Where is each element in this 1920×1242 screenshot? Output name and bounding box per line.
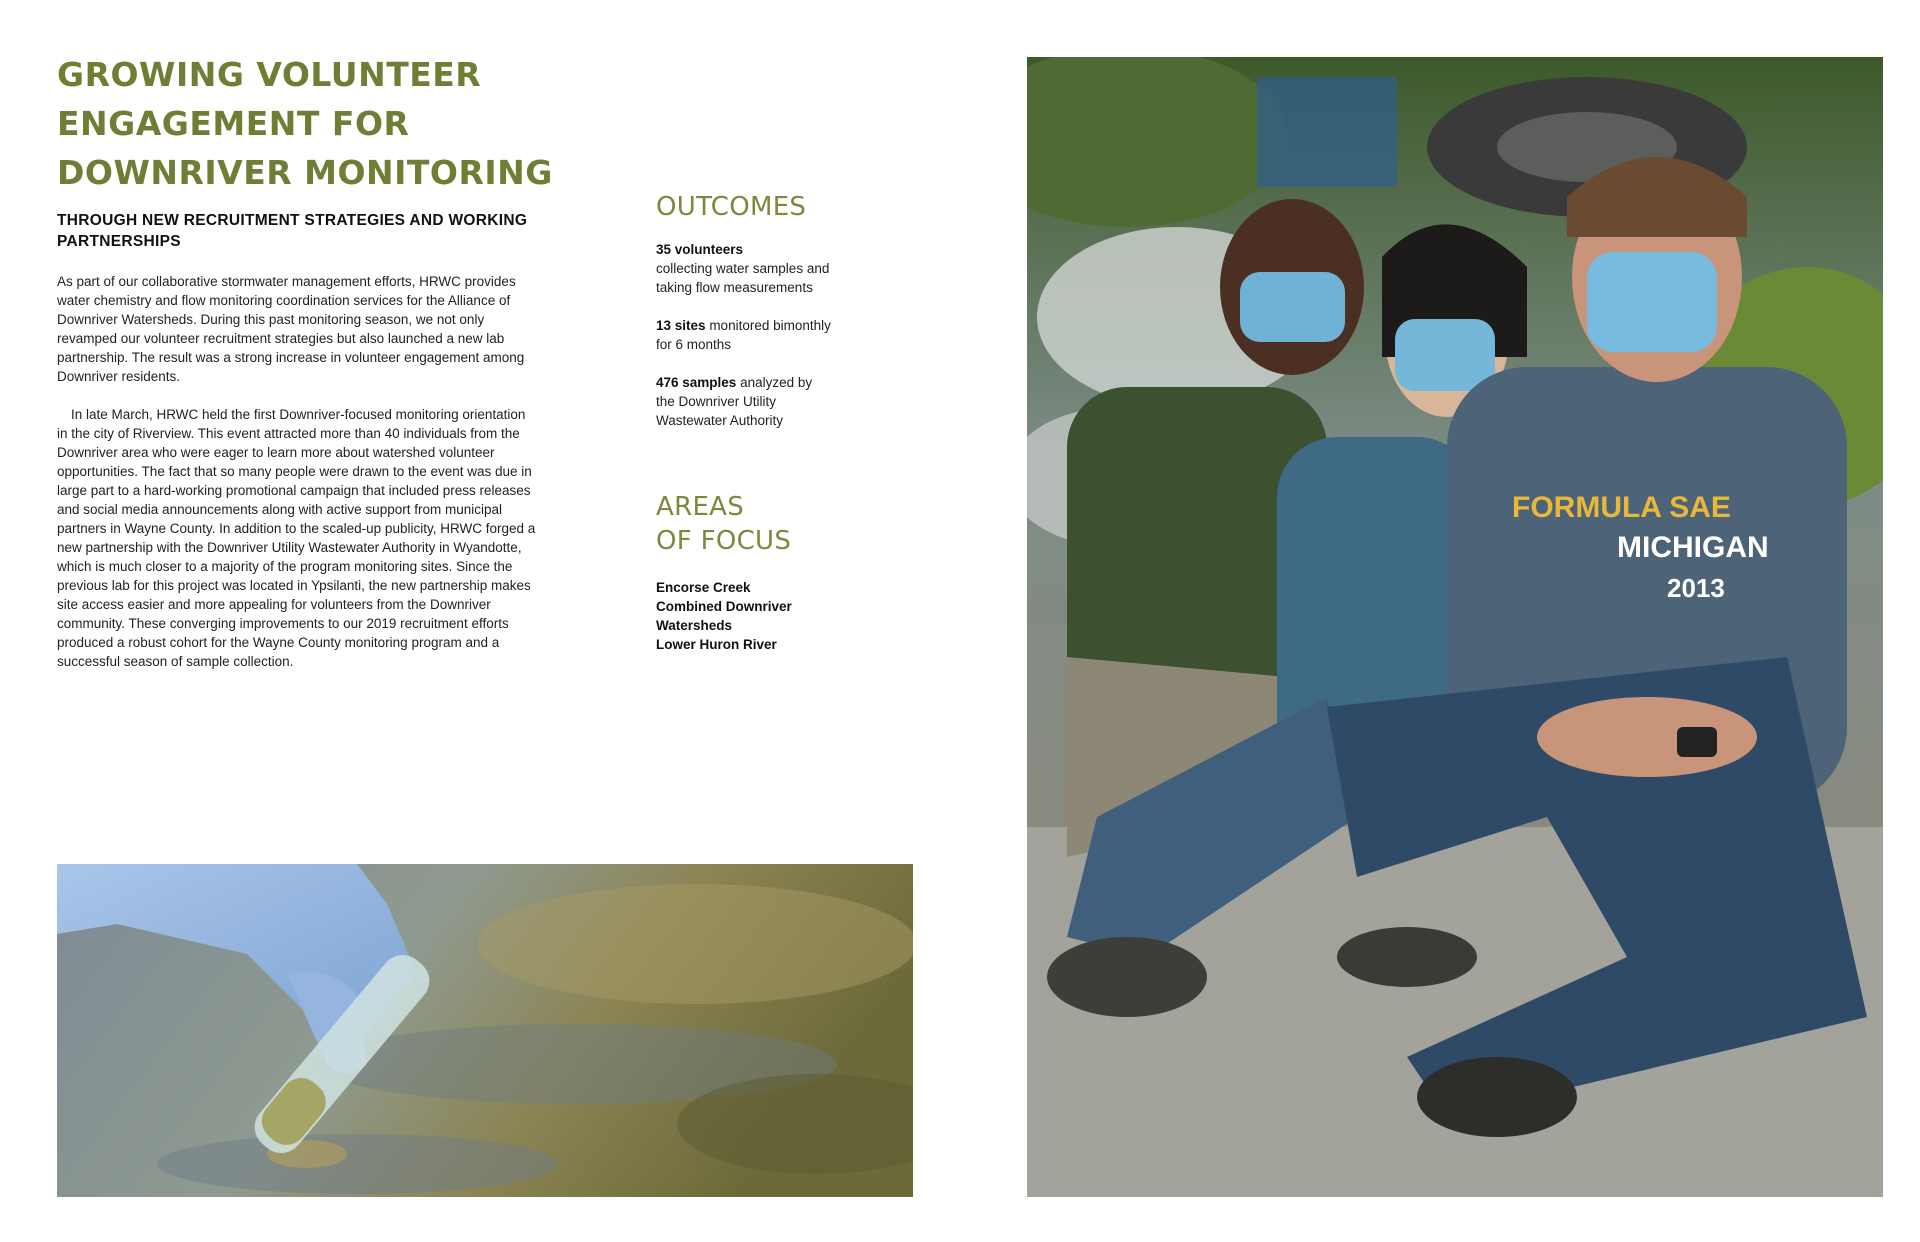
shirt-text: FORMULA SAE [1512,491,1731,524]
article-title [57,50,617,197]
outcome-text: collecting water samples and taking flow measurements [656,261,830,295]
volunteers-illustration [1027,57,1883,1197]
shirt-text: 2013 [1667,573,1725,603]
outcome-item [656,240,831,297]
article-body [57,272,537,690]
outcome-figure: 476 samples [656,375,737,390]
outcome-text: analyzed by the Downriver Utility Wastewater Authority [656,375,813,428]
shirt-text: MICHIGAN [1617,531,1769,564]
outcome-figure: 13 sites [656,318,706,333]
focus-heading-line: OF FOCUS [656,526,792,556]
focus-heading [656,490,831,558]
focus-item: Lower Huron River [656,637,777,652]
focus-item: Encorse Creek [656,580,751,595]
focus-heading-line: AREAS [656,492,745,522]
focus-section [656,490,831,654]
outcomes-section [656,190,831,449]
outcome-text: monitored bimonthly for 6 months [656,318,831,352]
title-line: DOWNRIVER MONITORING [57,153,553,192]
body-paragraph: As part of our collaborative stormwater management efforts, HRWC provides water chemistry and flow monitoring coordination services for the Alliance of Downriver Watersheds. During this past monitoring season, we not only revamped our volunteer recruitment strategies but also launched a new lab partnership. The result was a strong increase in volunteer engagement among Downriver residents. [57,274,525,384]
outcome-figure: 35 volunteers [656,242,744,257]
title-line: ENGAGEMENT FOR [57,104,410,143]
outcome-item [656,316,831,354]
outcome-item [656,373,831,430]
body-paragraph: In late March, HRWC held the first Downriver-focused monitoring orientation in the city of Riverview. This event attracted more than 40 individuals from the Downriver area who were eager to learn more about watershed volunteer opportunities. The fact that so many people were drawn to the event was due in large part to a hard-working promotional campaign that included press releases and social media announcements along with active support from municipal partners in Wayne County. In addition to the scaled-up publicity, HRWC forged a new partnership with the Downriver Utility Wastewater Authority in Wyandotte, which is much closer to a majority of the program monitoring sites. Since the previous lab for this project was located in Ypsilanti, the new partnership makes site access easier and more appealing for volunteers from the Downriver community. These converging improvements to our 2019 recruitment efforts produced a robust cohort for the Wayne County monitoring program and a successful season of sample collection. [57,407,536,669]
volunteers-photo [1027,57,1883,1197]
focus-item: Combined Downriver Watersheds [656,599,792,633]
water-sample-photo [57,864,913,1197]
title-line: GROWING VOLUNTEER [57,55,482,94]
water-sample-illustration [57,864,913,1197]
article-subtitle: THROUGH NEW RECRUITMENT STRATEGIES AND WORKING PARTNERSHIPS [57,212,528,250]
outcomes-heading: OUTCOMES [656,192,807,222]
